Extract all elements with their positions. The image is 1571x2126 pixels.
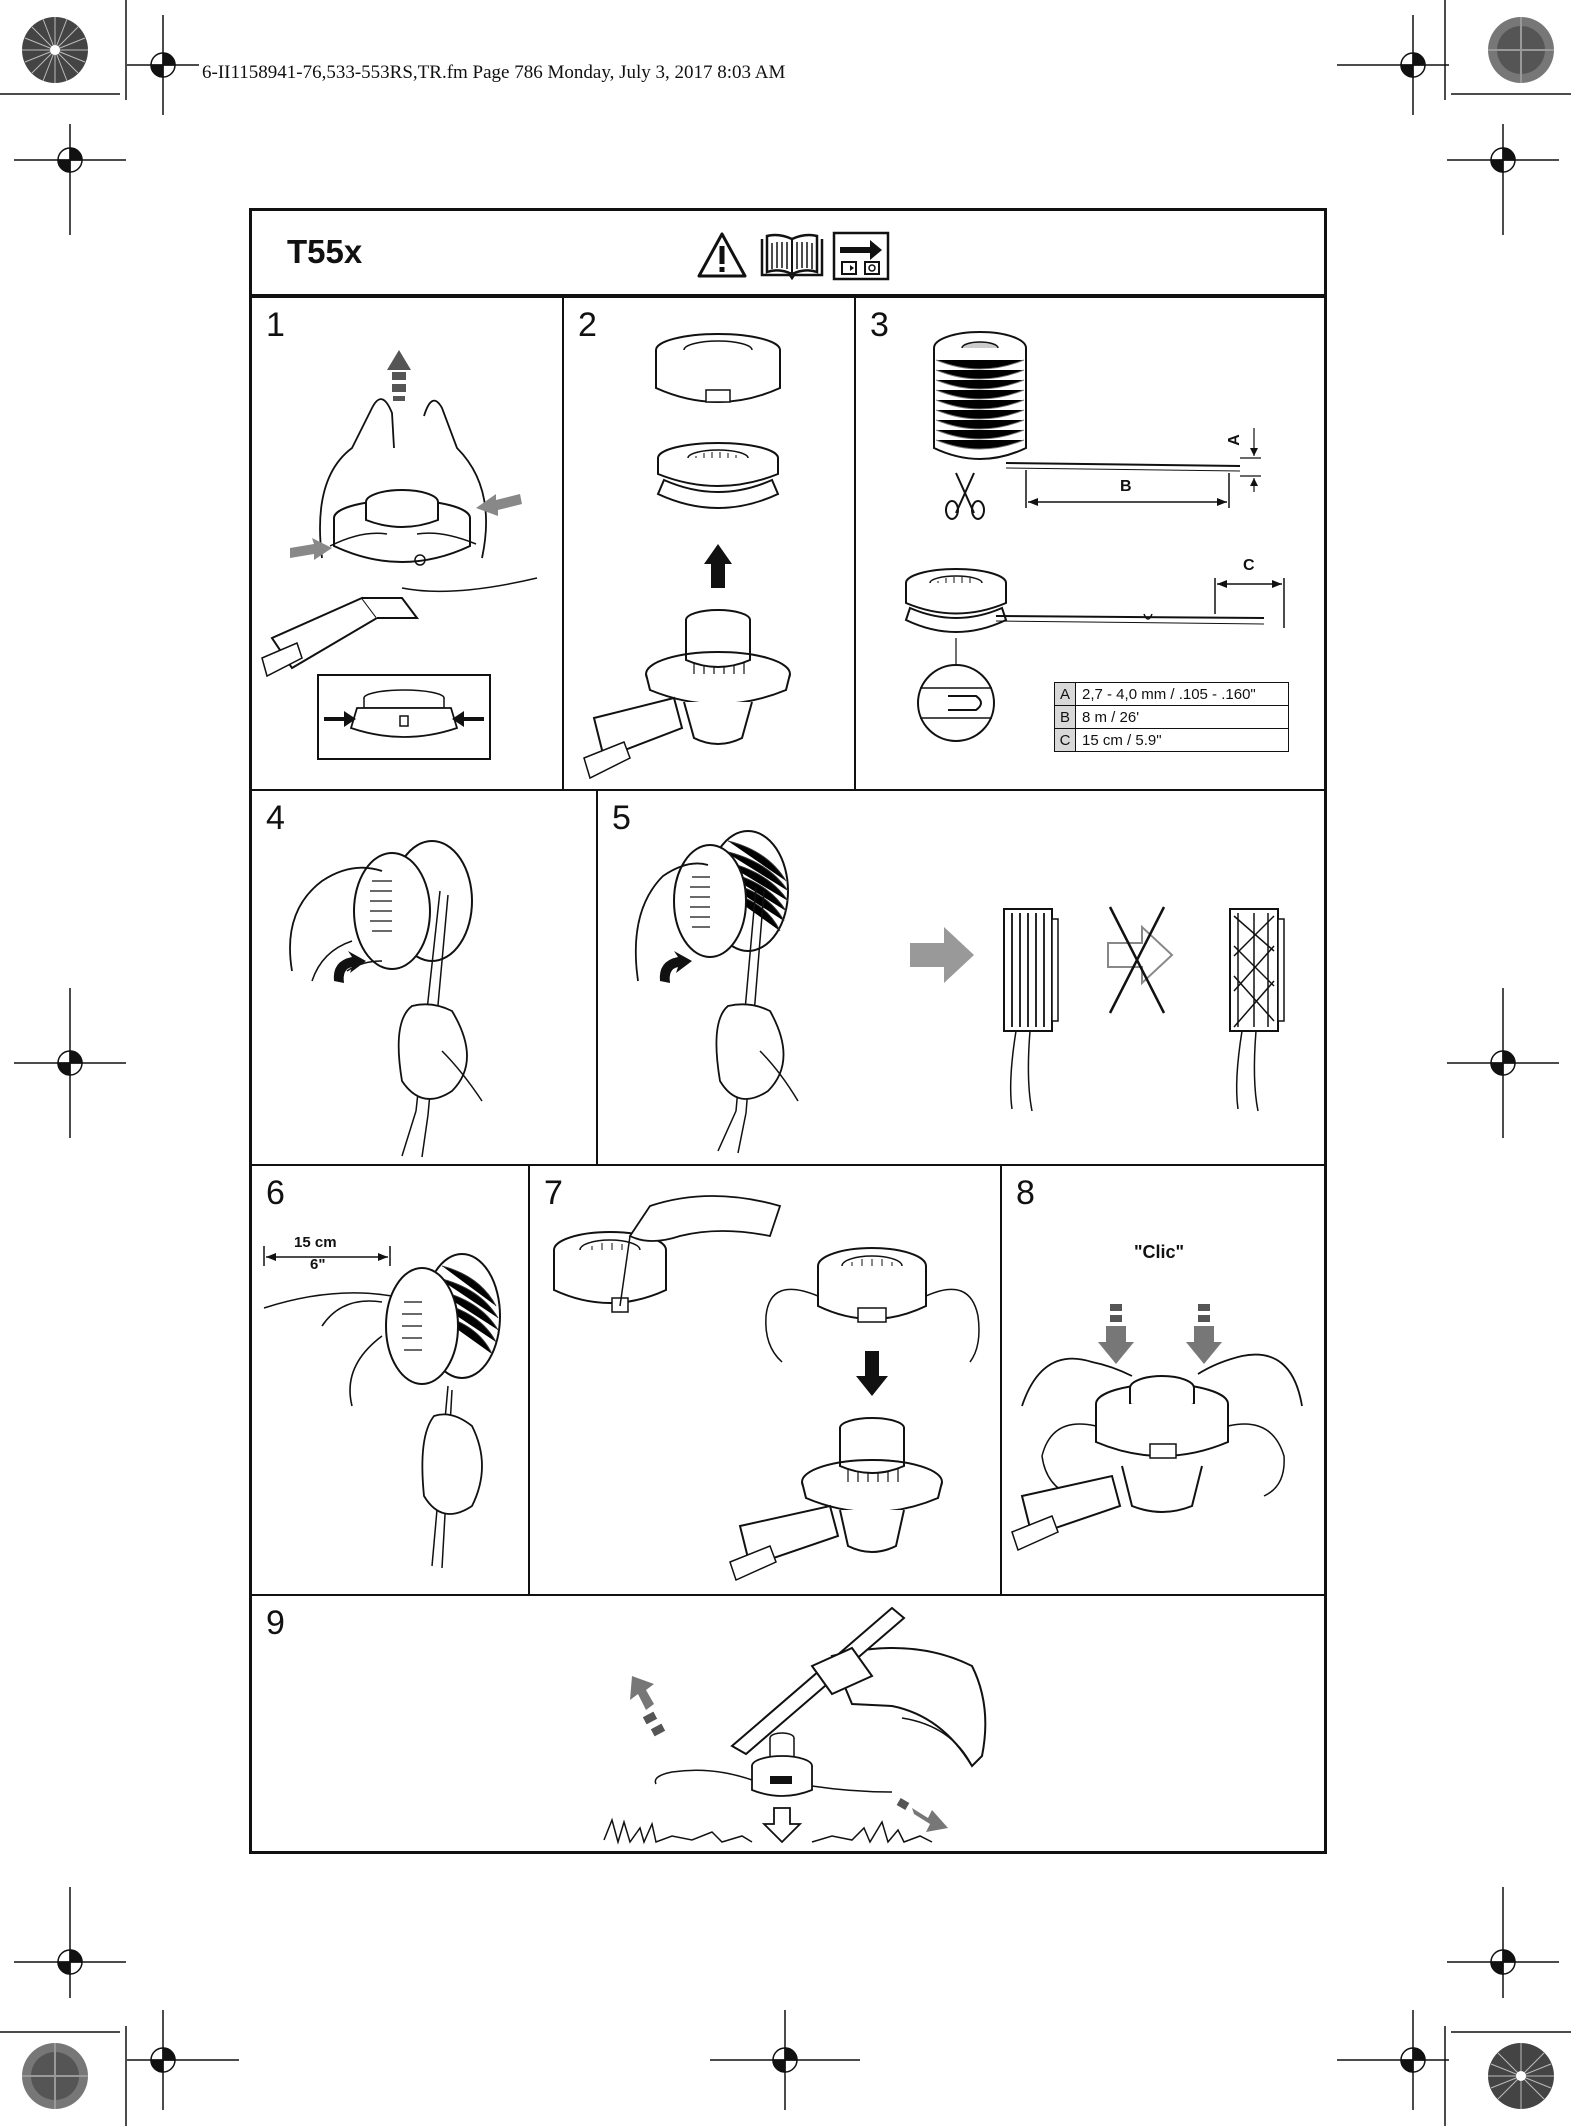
table-row: B 8 m / 26': [1055, 706, 1289, 729]
step-number: 2: [578, 306, 597, 344]
line-spec-table: [1054, 682, 1289, 752]
dimension-b-label: B: [1120, 478, 1132, 495]
cap-spool-exploded-illustration: [564, 298, 856, 791]
settings-arrow-icon: [832, 231, 890, 281]
length-in-label: 6": [310, 1256, 326, 1273]
line-length-illustration: [252, 1166, 530, 1596]
step-number: 4: [266, 799, 285, 837]
model-title: T55x: [287, 233, 363, 270]
title-bar: [252, 211, 1324, 298]
step-1-panel: [252, 298, 564, 791]
dimension-c-label: C: [1243, 557, 1255, 574]
table-row: C 15 cm / 5.9": [1055, 729, 1289, 752]
step-number: 8: [1016, 1174, 1035, 1212]
wind-line-illustration: [598, 791, 1324, 1166]
warning-triangle-icon: [697, 231, 747, 279]
table-row: A 2,7 - 4,0 mm / .105 - .160": [1055, 683, 1289, 706]
dimension-a-label: A: [1225, 434, 1243, 446]
step-number: 1: [266, 306, 285, 344]
trimmer-in-use-illustration: [252, 1596, 1324, 1851]
step-number: 9: [266, 1604, 285, 1642]
trimmer-head-remove-illustration: [252, 298, 564, 791]
step-number: 5: [612, 799, 631, 837]
step-3-panel: [856, 298, 1324, 791]
step-9-panel: [252, 1596, 1324, 1851]
step-number: 3: [870, 306, 889, 344]
press-cap-illustration: [1002, 1166, 1324, 1596]
step-8-panel: [1002, 1166, 1324, 1596]
hook-line-illustration: [252, 791, 598, 1166]
step-7-panel: [530, 1166, 1002, 1596]
click-sound-label: "Clic": [1134, 1242, 1185, 1262]
step-2-panel: [564, 298, 856, 791]
reassemble-cap-illustration: [530, 1166, 1002, 1596]
step-4-panel: [252, 791, 598, 1166]
step-5-panel: [598, 791, 1324, 1166]
manual-book-icon: [759, 233, 825, 279]
step-number: 7: [544, 1174, 563, 1212]
step-number: 6: [266, 1174, 285, 1212]
length-cm-label: 15 cm: [294, 1234, 337, 1251]
step-6-panel: [252, 1166, 530, 1596]
file-header: 6-II1158941-76,533-553RS,TR.fm Page 786 Monday, July 3, 2017 8:03 AM: [202, 62, 786, 83]
